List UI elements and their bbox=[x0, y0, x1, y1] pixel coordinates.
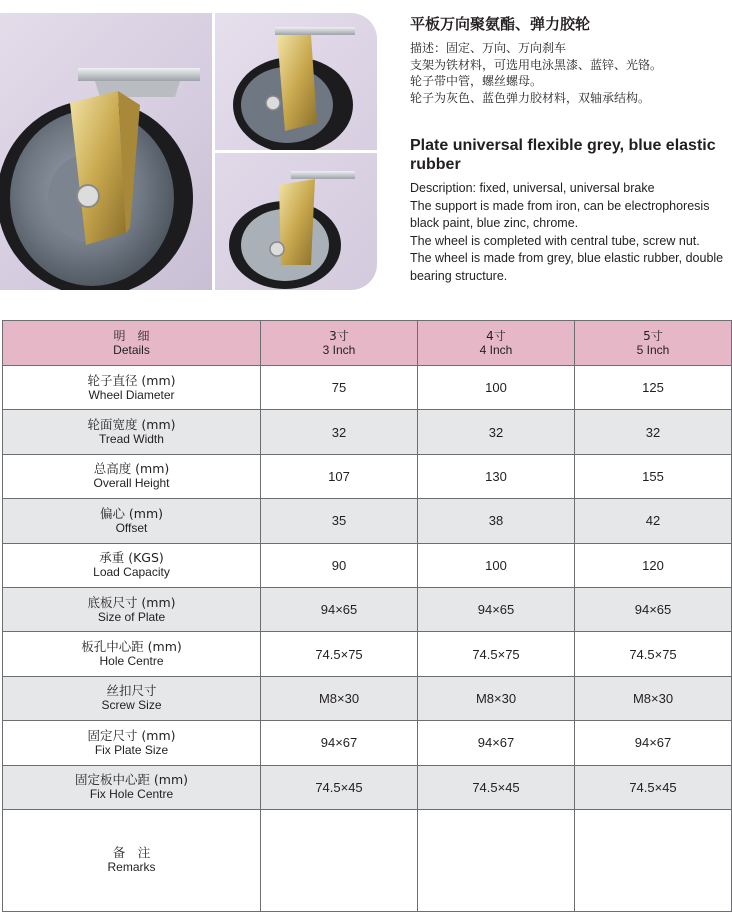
header-details: 明 细 Details bbox=[3, 321, 261, 366]
desc-cn-line: 支架为铁材料，可选用电泳黑漆、蓝锌、光铬。 bbox=[410, 57, 663, 72]
caster-side-view-image bbox=[0, 13, 212, 290]
cell-4-inch: 130 bbox=[418, 454, 575, 498]
cell-3-inch: 94×67 bbox=[261, 721, 418, 765]
cell-5-inch: 120 bbox=[575, 543, 732, 587]
cell-4-inch: M8×30 bbox=[418, 676, 575, 720]
row-overall-height bbox=[3, 454, 732, 498]
row-size-of-plate bbox=[3, 587, 732, 631]
row-tread-width bbox=[3, 410, 732, 454]
cell-5-inch: 94×65 bbox=[575, 587, 732, 631]
product-description-cn bbox=[410, 40, 662, 106]
cell-3-inch: 94×65 bbox=[261, 587, 418, 631]
caster-photo-angled bbox=[215, 13, 377, 150]
product-title-cn: 平板万向聚氨酯、弹力胶轮 bbox=[410, 15, 591, 33]
cell-4-inch: 100 bbox=[418, 543, 575, 587]
row-label: 丝扣尺寸 Screw Size bbox=[3, 676, 261, 720]
cell-3-inch: 74.5×45 bbox=[261, 765, 418, 809]
desc-en-line: The wheel is made from grey, blue elastic rubber, double bearing structure. bbox=[410, 251, 724, 283]
row-screw-size bbox=[3, 676, 732, 720]
row-fix-hole-centre bbox=[3, 765, 732, 809]
row-offset bbox=[3, 499, 732, 543]
cell-4-inch: 94×65 bbox=[418, 587, 575, 631]
desc-cn-line: 描述：固定、万向、万向刹车 bbox=[410, 41, 567, 55]
row-label: 偏心 (mm) Offset bbox=[3, 499, 261, 543]
row-label: 板孔中心距 (mm) Hole Centre bbox=[3, 632, 261, 676]
row-fix-plate-size bbox=[3, 721, 732, 765]
cell-5-inch bbox=[575, 809, 732, 911]
cell-3-inch: 90 bbox=[261, 543, 418, 587]
cell-3-inch: 107 bbox=[261, 454, 418, 498]
cell-3-inch: 35 bbox=[261, 499, 418, 543]
cell-5-inch: 32 bbox=[575, 410, 732, 454]
cell-4-inch: 38 bbox=[418, 499, 575, 543]
cell-5-inch: 74.5×75 bbox=[575, 632, 732, 676]
cell-4-inch bbox=[418, 809, 575, 911]
product-photo-panel bbox=[0, 13, 377, 290]
desc-cn-line: 轮子带中管，螺丝螺母。 bbox=[410, 74, 543, 88]
row-hole-centre bbox=[3, 632, 732, 676]
cell-4-inch: 32 bbox=[418, 410, 575, 454]
header-4-inch: 4寸 4 Inch bbox=[418, 321, 575, 366]
cell-4-inch: 94×67 bbox=[418, 721, 575, 765]
caster-photo-main bbox=[0, 13, 212, 290]
cell-3-inch: 74.5×75 bbox=[261, 632, 418, 676]
cell-3-inch: 32 bbox=[261, 410, 418, 454]
caster-angled-view-image bbox=[215, 13, 377, 150]
row-label: 底板尺寸 (mm) Size of Plate bbox=[3, 587, 261, 631]
row-label: 总高度 (mm) Overall Height bbox=[3, 454, 261, 498]
cell-5-inch: 125 bbox=[575, 366, 732, 410]
cell-3-inch: M8×30 bbox=[261, 676, 418, 720]
cell-5-inch: 94×67 bbox=[575, 721, 732, 765]
row-label: 备 注 Remarks bbox=[3, 809, 261, 911]
caster-front-view-image bbox=[215, 153, 377, 290]
caster-photo-front bbox=[215, 153, 377, 290]
row-remarks bbox=[3, 809, 732, 911]
cell-4-inch: 100 bbox=[418, 366, 575, 410]
product-title-en: Plate universal flexible grey, blue elastic rubber bbox=[410, 137, 716, 173]
cell-5-inch: 74.5×45 bbox=[575, 765, 732, 809]
cell-3-inch: 75 bbox=[261, 366, 418, 410]
desc-en-line: The wheel is completed with central tube, screw nut. bbox=[410, 233, 700, 248]
row-label: 轮面宽度 (mm) Tread Width bbox=[3, 410, 261, 454]
row-wheel-diameter bbox=[3, 366, 732, 410]
cell-4-inch: 74.5×75 bbox=[418, 632, 575, 676]
cell-4-inch: 74.5×45 bbox=[418, 765, 575, 809]
cell-5-inch: 155 bbox=[575, 454, 732, 498]
cell-5-inch: M8×30 bbox=[575, 676, 732, 720]
desc-en-line: Description: fixed, universal, universal brake bbox=[410, 181, 655, 195]
cell-5-inch: 42 bbox=[575, 499, 732, 543]
desc-en-line: The support is made from iron, can be electrophoresis black paint, blue zinc, chrome. bbox=[410, 198, 710, 230]
product-description-en bbox=[410, 180, 732, 285]
desc-cn-line: 轮子为灰色、蓝色弹力胶材料，双轴承结构。 bbox=[410, 90, 651, 105]
row-load-capacity bbox=[3, 543, 732, 587]
spec-header-row bbox=[3, 321, 732, 366]
row-label: 承重 (KGS) Load Capacity bbox=[3, 543, 261, 587]
row-label: 固定板中心距 (mm) Fix Hole Centre bbox=[3, 765, 261, 809]
row-label: 轮子直径 (mm) Wheel Diameter bbox=[3, 366, 261, 410]
header-5-inch: 5寸 5 Inch bbox=[575, 321, 732, 366]
spec-table bbox=[2, 320, 732, 912]
header-3-inch: 3寸 3 Inch bbox=[261, 321, 418, 366]
row-label: 固定尺寸 (mm) Fix Plate Size bbox=[3, 721, 261, 765]
cell-3-inch bbox=[261, 809, 418, 911]
